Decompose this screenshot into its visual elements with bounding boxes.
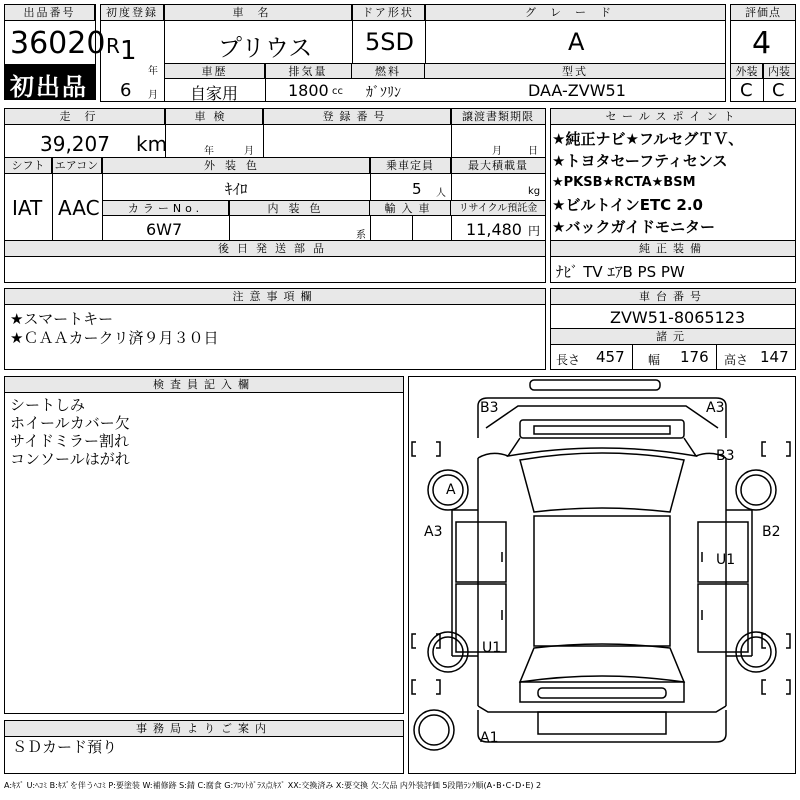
sales-point-item: ★ビルトインETC 2.0 [552, 196, 703, 214]
office-text: ＳＤカード預り [12, 738, 118, 756]
displacement: 1800 [288, 81, 329, 100]
transfer-day-unit: 日 [528, 146, 538, 157]
first-listing-label: 初出品 [10, 73, 88, 101]
divider [265, 64, 266, 101]
month-unit: 月 [148, 90, 158, 101]
equipment-label: 純正装備 [551, 241, 795, 257]
interior-label: 内装 [763, 64, 795, 79]
first-reg-year: 1 [120, 36, 137, 66]
divider [451, 158, 452, 240]
damage-mark-rear-bumper: A1 [480, 730, 499, 746]
rear-bumper [538, 688, 666, 698]
damage-mark-front-right: A3 [706, 400, 725, 416]
windshield [520, 453, 684, 512]
spare-wheel [414, 710, 454, 750]
later-parts-label: 後日発送部品 [5, 241, 545, 257]
dims-label: 諸元 [551, 329, 795, 345]
damage-mark-left-wheel: A [446, 482, 456, 498]
damage-mark-left-door: A3 [424, 524, 443, 540]
first-reg-label: 初度登録 [101, 5, 164, 21]
damage-mark-right-fender: B3 [716, 448, 735, 464]
sales-points-label: セールスポイント [551, 109, 795, 125]
rear-right-door [698, 584, 748, 652]
trunk [520, 682, 684, 702]
interior-grade: C [772, 80, 785, 101]
transfer-month-unit: 月 [492, 146, 502, 157]
sales-point-item: ★バックガイドモニター [552, 218, 715, 236]
damage-mark-right-door: B2 [762, 524, 781, 540]
mileage: 39,207 [40, 132, 110, 156]
length-label: 長さ [556, 353, 581, 367]
capacity: 5 [412, 180, 422, 198]
divider [412, 216, 413, 240]
office-label: 事務局よりご案内 [5, 721, 403, 737]
divider [263, 109, 264, 157]
inspector-label: 検査員記入欄 [5, 377, 403, 393]
damage-mark-right-rear-door: U1 [716, 552, 736, 568]
lot-number-label: 出品番号 [5, 5, 95, 21]
divider [229, 201, 230, 240]
model-label: 型式 [425, 64, 725, 79]
divider [102, 158, 103, 240]
color-no: 6W7 [146, 220, 183, 239]
recycle-fee: 11,480 [466, 220, 522, 239]
score-label: 評価点 [731, 5, 795, 21]
mileage-unit: km [136, 132, 168, 156]
front-bumper [530, 380, 660, 390]
divider [716, 345, 717, 369]
history: 自家用 [190, 84, 239, 103]
legend: A:ｷｽﾞ U:ﾍｺﾐ B:ｷｽﾞを伴うﾍｺﾐ P:要塗装 W:補修跡 S:錆 C:腐食 G:ﾌﾛﾝﾄｶﾞﾗｽ点ｷｽﾞ XX:交換済み X:要交換 欠:欠品 内外装評価 5段階ﾗﾝｸ順(A･B･C･D･E) 2 [4, 781, 542, 790]
notes-label: 注意事項欄 [5, 289, 545, 305]
divider [165, 109, 166, 157]
inspector-item: ホイールカバー欠 [10, 414, 130, 432]
fuel-label: 燃料 [352, 64, 425, 79]
divider [370, 158, 371, 240]
width-label: 幅 [648, 353, 661, 367]
sales-point-item: ★PKSB★RCTA★BSM [552, 175, 696, 190]
door-label: ドア形状 [352, 5, 425, 21]
damage-mark-left-rear: U1 [482, 640, 502, 656]
insp-year-unit: 年 [204, 146, 214, 157]
height: 147 [760, 348, 789, 366]
import-label: 輸入車 [370, 201, 451, 216]
capacity-label: 乗車定員 [370, 158, 451, 174]
divider [763, 64, 764, 101]
damage-mark-front-left: B3 [480, 400, 499, 416]
car-diagram [408, 376, 796, 774]
shift-label: シフト [5, 158, 52, 174]
ac: AAC [58, 196, 100, 220]
max-load-unit: kg [528, 186, 541, 197]
registration-label: 登録番号 [263, 109, 451, 125]
history-label: 車歴 [165, 64, 265, 79]
grade: A [568, 28, 585, 56]
sales-point-item: ★純正ナビ★フルセグＴＶ、 [552, 130, 744, 148]
model: DAA-ZVW51 [528, 81, 626, 100]
rear-lower [478, 710, 726, 742]
year-unit: 年 [148, 66, 158, 77]
displacement-unit: cc [332, 86, 343, 97]
inspector-item: サイドミラー割れ [10, 432, 129, 450]
divider [451, 109, 452, 157]
car-name-label: 車名 [164, 5, 352, 21]
fuel: ｶﾞｿﾘﾝ [366, 85, 401, 101]
length: 457 [596, 348, 625, 366]
ext-color: ｷｲﾛ [225, 180, 248, 198]
note-item: ★スマートキー [10, 310, 114, 328]
equipment: ﾅﾋﾞ TV ｴｱB PS PW [556, 263, 685, 281]
divider [164, 5, 165, 101]
color-no-label: カラーNo. [103, 201, 229, 216]
door-type: 5SD [365, 28, 414, 56]
first-reg-era: R [106, 34, 120, 58]
car-name: プリウス [218, 34, 313, 62]
mileage-label: 走行 [5, 109, 165, 125]
int-color-label: 内装色 [229, 201, 370, 216]
divider [425, 5, 426, 63]
lot-number: 36020 [10, 26, 106, 61]
note-item: ★ＣＡＡカークリ済９月３０日 [10, 329, 219, 347]
divider [52, 158, 53, 240]
inspector-item: コンソールはがれ [10, 450, 130, 468]
ac-label: エアコン [52, 158, 102, 174]
height-label: 高さ [724, 353, 749, 367]
recycle-label: リサイクル預託金 [451, 201, 545, 216]
divider [352, 5, 353, 63]
divider [632, 345, 633, 369]
exterior-label: 外装 [731, 64, 763, 79]
width: 176 [680, 348, 709, 366]
front-right-wheel [736, 470, 776, 510]
insp-month-unit: 月 [244, 146, 254, 157]
inspection-label: 車検 [165, 109, 263, 125]
score: 4 [752, 26, 772, 61]
displacement-label: 排気量 [265, 64, 352, 79]
recycle-unit: 円 [528, 224, 541, 238]
inspector-item: シートしみ [10, 396, 86, 414]
int-color-unit: 系 [356, 230, 366, 241]
front-left-door [456, 522, 506, 582]
first-reg-month: 6 [120, 80, 132, 101]
max-load-label: 最大積載量 [451, 158, 545, 174]
exterior-grade: C [740, 80, 753, 101]
front-panel [478, 398, 726, 438]
chassis-label: 車台番号 [551, 289, 795, 305]
sales-point-item: ★トヨタセーフティセンス [552, 152, 728, 170]
chassis-number: ZVW51-8065123 [610, 308, 746, 327]
shift: IAT [12, 196, 43, 220]
transfer-label: 譲渡書類期限 [451, 109, 545, 125]
rear-panel [478, 706, 726, 712]
rear-window [520, 644, 684, 682]
roof [534, 516, 670, 646]
grade-label: グレード [425, 5, 725, 21]
capacity-unit: 人 [436, 188, 446, 199]
ext-color-label: 外装色 [102, 158, 370, 174]
